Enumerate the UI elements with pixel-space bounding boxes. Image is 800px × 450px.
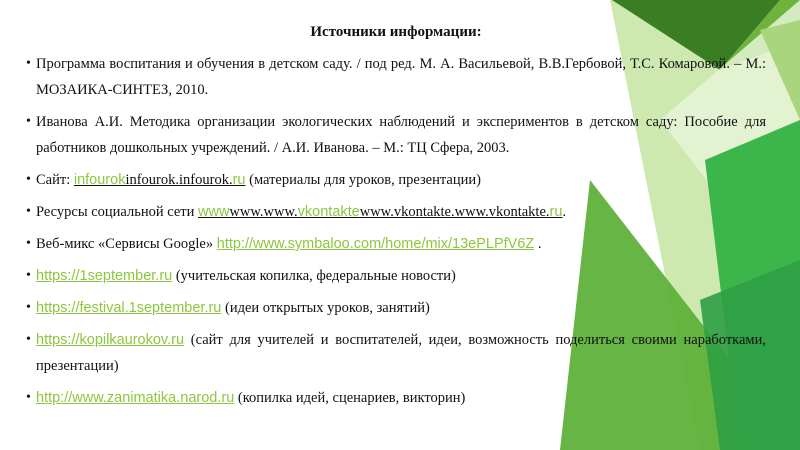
bullet-icon: • xyxy=(26,204,31,219)
slide-content xyxy=(26,24,766,417)
source-prefix: Веб-микс «Сервисы Google» xyxy=(36,236,217,252)
bullet-icon: • xyxy=(26,172,31,187)
bullet-icon: • xyxy=(26,114,31,129)
source-suffix: . xyxy=(562,204,567,220)
source-text: Иванова А.И. Методика организации экологических наблюдений и экспериментов в детском саду: Пособие для работников дошкольных учреждений. / А.И. Иванова. – М.: ТЦ Сфера, 2003. xyxy=(36,114,766,156)
bullet-icon: • xyxy=(26,268,31,283)
bullet-icon: • xyxy=(26,56,31,71)
bullet-icon: • xyxy=(26,236,31,251)
source-item-kopilkaurokov xyxy=(26,327,766,379)
source-item-program xyxy=(26,51,766,103)
source-item-festival xyxy=(26,295,766,321)
1september-link[interactable]: https://1september.ru xyxy=(36,268,173,284)
source-item-ivanova xyxy=(26,109,766,161)
source-item-zanimatika xyxy=(26,385,766,411)
source-item-vkontakte xyxy=(26,199,766,225)
zanimatika-link[interactable]: http://www.zanimatika.narod.ru xyxy=(36,390,235,406)
sources-list xyxy=(26,51,766,411)
bullet-icon: • xyxy=(26,390,31,405)
kopilkaurokov-link[interactable]: https://kopilkaurokov.ru xyxy=(36,332,185,348)
slide-title: Источники информации: xyxy=(310,24,482,40)
bullet-icon: • xyxy=(26,332,31,347)
source-item-infourok xyxy=(26,167,766,193)
source-suffix: (идеи открытых уроков, занятий) xyxy=(221,300,430,316)
source-suffix: (учительская копилка, федеральные новости) xyxy=(172,268,456,284)
source-suffix: (сайт для учителей и воспитателей, идеи, возможность поделиться своими наработками, презентации) xyxy=(36,332,766,374)
vkontakte-link[interactable]: wwwwww.www.vkontaktewww.vkontakte.www.vkontakte.ru xyxy=(198,204,563,220)
infourok-link[interactable]: infourokinfourok.infourok.ru xyxy=(73,172,246,188)
source-text: Программа воспитания и обучения в детском саду. / под ред. М. А. Васильевой, В.В.Гербовой, Т.С. Комаровой. – М.: МОЗАИКА-СИНТЕЗ, 2010. xyxy=(36,56,766,98)
source-item-1september xyxy=(26,263,766,289)
festival-link[interactable]: https://festival.1september.ru xyxy=(36,300,222,316)
source-prefix: Сайт: xyxy=(36,172,74,188)
source-suffix: (материалы для уроков, презентации) xyxy=(245,172,481,188)
source-suffix: (копилка идей, сценариев, викторин) xyxy=(234,390,466,406)
source-item-symbaloo xyxy=(26,231,766,257)
source-prefix: Ресурсы социальной сети xyxy=(36,204,198,220)
source-suffix: . xyxy=(534,236,542,252)
symbaloo-link[interactable]: http://www.symbaloo.com/home/mix/13ePLPfV6Z xyxy=(216,236,535,252)
bullet-icon: • xyxy=(26,300,31,315)
